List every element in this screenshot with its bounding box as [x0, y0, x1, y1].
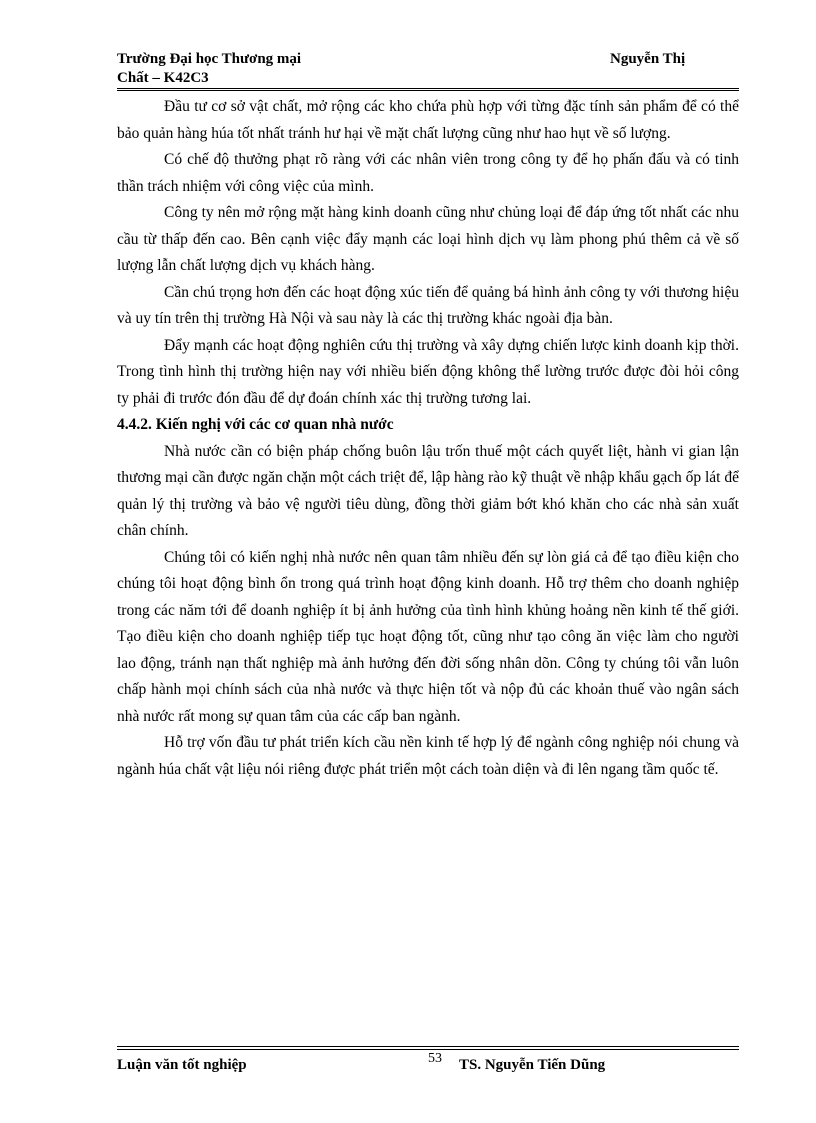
- paragraph: Đẩy mạnh các hoạt động nghiên cứu thị trường và xây dựng chiến lược kinh doanh kịp thời. Trong tình hình thị trường hiện nay với nhiều biến động không thể lường trước được đòi hỏi công ty phải đi trước đón đầu để dự đoán chính xác thị trường tương lai.: [117, 336, 739, 407]
- paragraph: Có chế độ thưởng phạt rõ ràng với các nhân viên trong công ty để họ phấn đấu và có tinh thần trách nhiệm với công việc của mình.: [117, 151, 739, 195]
- footer-thesis-label: Luận văn tốt nghiệp: [117, 1057, 247, 1073]
- header-rule: [117, 88, 739, 91]
- page-number: 53: [428, 1051, 442, 1066]
- header-author: Nguyễn Thị: [610, 51, 686, 67]
- section-heading: 4.4.2. Kiến nghị với các cơ quan nhà nước: [117, 416, 394, 433]
- header-school: Trường Đại học Thương mại: [117, 51, 302, 67]
- header-author-continued: Chất – K42C3: [117, 70, 209, 86]
- paragraph: Chúng tôi có kiến nghị nhà nước nên quan tâm nhiều đến sự lòn giá cả để tạo điều kiện cho chúng tôi hoạt động bình ổn trong quá trình hoạt động kinh doanh. Hỗ trợ thêm cho doanh nghiệp trong các năm tới để doanh nghiệp ít bị ảnh hưởng của tình hình khủng hoảng nền kinh tế thế giới. Tạo điều kiện cho doanh nghiệp tiếp tục hoạt động tốt, cũng như tạo công ăn việc làm cho người lao động, tránh nạn thất nghiệp mà ảnh hưởng đến đời sống nhân dõn. Công ty chúng tôi vẫn luôn chấp hành mọi chính sách của nhà nước và thực hiện tốt và nộp đủ các khoản thuế vào ngân sách nhà nước rất mong sự quan tâm của các cấp ban ngành.: [117, 548, 739, 725]
- paragraph: Hỗ trợ vốn đầu tư phát triển kích cầu nền kinh tế hợp lý để ngành công nghiệp nói chung và ngành húa chất vật liệu nói riêng được phát triển một cách toàn diện và đi lên ngang tầm quốc tế.: [117, 734, 739, 778]
- paragraph: Đầu tư cơ sở vật chất, mở rộng các kho chứa phù hợp với từng đặc tính sản phẩm để có thể bảo quản hàng húa tốt nhất tránh hư hại về mặt chất lượng cũng như hao hụt về số lượng.: [117, 98, 739, 142]
- document-body: [117, 94, 739, 783]
- paragraph: Nhà nước cần có biện pháp chống buôn lậu trốn thuế một cách quyết liệt, hành vi gian lận thương mại cần được ngăn chặn một cách triệt để, lập hàng rào kỹ thuật về nhập khẩu gạch ốp lát để quản lý thị trường và bảo vệ người tiêu dùng, đồng thời giảm bớt khó khăn cho các nhà sản xuất chân chính.: [117, 442, 739, 539]
- footer-supervisor: TS. Nguyễn Tiến Dũng: [459, 1057, 606, 1073]
- paragraph: Cần chú trọng hơn đến các hoạt động xúc tiến để quảng bá hình ảnh công ty với thương hiệu và uy tín trên thị trường Hà Nội và sau này là các thị trường khác ngoài địa bàn.: [117, 283, 739, 327]
- paragraph: Công ty nên mở rộng mặt hàng kinh doanh cũng như chủng loại để đáp ứng tốt nhất các nhu cầu từ thấp đến cao. Bên cạnh việc đẩy mạnh các loại hình dịch vụ làm phong phú thêm cả về số lượng lẫn chất lượng dịch vụ khách hàng.: [117, 204, 739, 274]
